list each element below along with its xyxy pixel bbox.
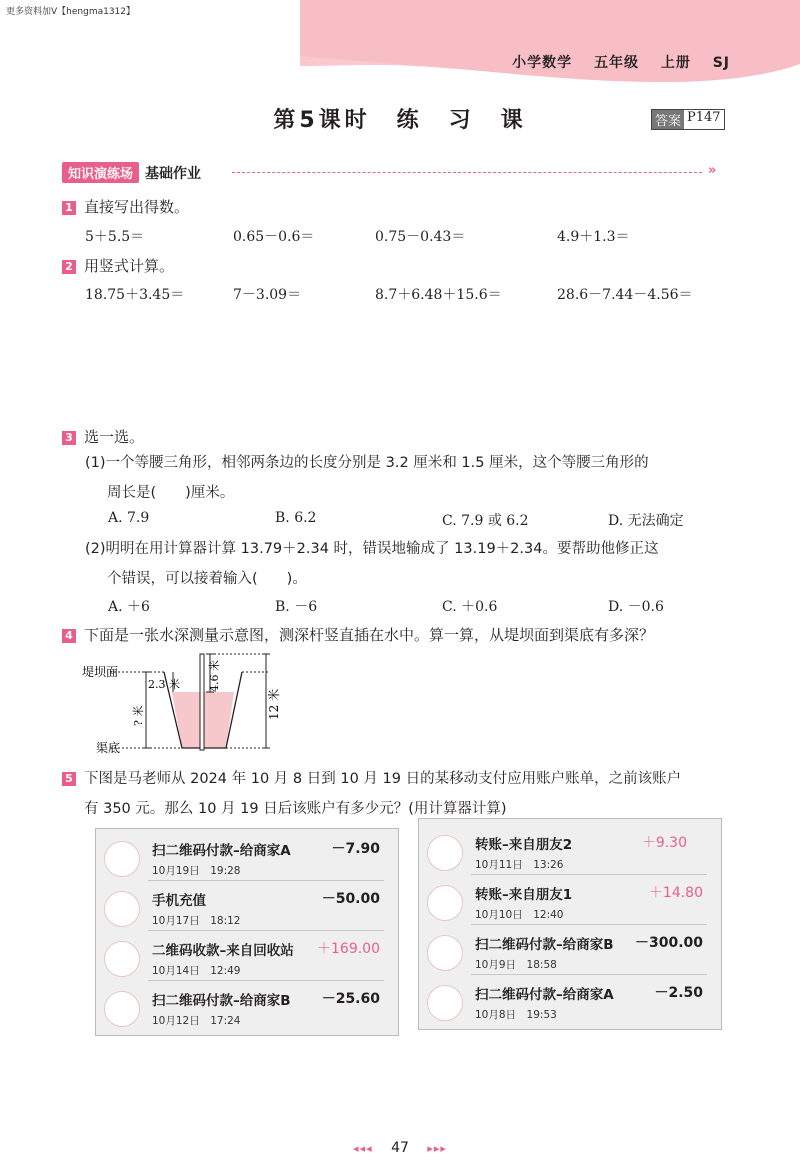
- bill-item-date: 10月14日 12:49: [152, 965, 241, 977]
- question-number: 4: [62, 629, 76, 643]
- q3-part1-options: [0, 510, 800, 530]
- hat-avatar-icon: [427, 885, 463, 921]
- header-band: [0, 0, 800, 90]
- dam-surface-label: 堤坝面: [82, 665, 119, 679]
- unknown-depth-label: ? 米: [132, 705, 145, 726]
- bill-item: [104, 885, 384, 931]
- bill-item-amount: －7.90: [331, 841, 380, 857]
- calc-item: 0.65－0.6＝: [233, 229, 315, 245]
- question-number: 2: [62, 260, 76, 274]
- bill-item-name: 扫二维码付款–给商家B: [152, 993, 291, 1009]
- bill-item-name: 二维码收款–来自回收站: [152, 943, 294, 959]
- calc-item: 0.75－0.43＝: [375, 229, 466, 245]
- option-c: C. 7.9 或 6.2: [442, 513, 529, 529]
- question-number: 1: [62, 201, 76, 215]
- bill-item: [427, 879, 707, 925]
- page-title: 第5课时 练 习 课: [273, 108, 527, 133]
- volume-label: 上册: [660, 55, 691, 71]
- bill-item-date: 10月8日 19:53: [475, 1009, 557, 1021]
- option-a: A. ＋6: [108, 599, 150, 615]
- answer-label: 答案: [652, 110, 684, 129]
- calc-item: 28.6－7.44－4.56＝: [557, 287, 693, 303]
- q2-items: [0, 284, 800, 304]
- measuring-pole: [200, 654, 204, 750]
- bill-item-amount: ＋169.00: [317, 941, 380, 957]
- answer-reference: [651, 109, 725, 130]
- q3-part2-options: [0, 596, 800, 616]
- money-bag-icon: [104, 991, 140, 1027]
- bill-item-name: 手机充值: [152, 893, 206, 909]
- q3-part2: [85, 534, 745, 594]
- right-arrows-icon: ▸▸▸: [427, 1142, 447, 1155]
- option-d: D. 无法确定: [608, 513, 684, 529]
- q5-line2: 有 350 元。那么 10 月 19 日后该账户有多少元？(用计算器计算): [84, 801, 507, 817]
- total-height-label: 12 米: [267, 688, 281, 720]
- watermark: 更多资料加V【hengma1312】: [6, 7, 136, 17]
- calc-item: 8.7＋6.48＋15.6＝: [375, 287, 502, 303]
- question-number: 3: [62, 431, 76, 445]
- bill-item-amount: －300.00: [634, 935, 703, 951]
- question-1: [62, 196, 189, 217]
- bill-item: [104, 985, 384, 1031]
- money-bag-icon: [104, 841, 140, 877]
- answer-page: P147: [687, 110, 721, 125]
- money-bag-icon: [427, 985, 463, 1021]
- calc-item: 4.9＋1.3＝: [557, 229, 630, 245]
- bill-item: [427, 829, 707, 875]
- edition-label: SJ: [712, 55, 730, 71]
- question-number: 5: [62, 772, 76, 786]
- bill-item-date: 10月9日 18:58: [475, 959, 557, 971]
- question-4: [62, 624, 654, 645]
- bill-item: [427, 979, 707, 1025]
- cat-avatar-icon: [427, 835, 463, 871]
- bill-item-amount: ＋14.80: [648, 885, 703, 901]
- bill-item-date: 10月12日 17:24: [152, 1015, 241, 1027]
- question-prompt: 用竖式计算。: [84, 257, 175, 275]
- bill-panel-right: [418, 818, 722, 1030]
- bill-item-amount: －2.50: [654, 985, 703, 1001]
- bill-item-amount: －25.60: [321, 991, 380, 1007]
- question-2: [62, 255, 174, 276]
- question-prompt: 下面是一张水深测量示意图，测深杆竖直插在水中。算一算，从堤坝面到渠底有多深？: [84, 626, 655, 644]
- bill-item-name: 扫二维码付款–给商家A: [152, 843, 291, 859]
- question-3: [62, 426, 144, 447]
- bill-item: [104, 835, 384, 881]
- bill-item-date: 10月17日 18:12: [152, 915, 241, 927]
- q5-line1: 下图是马老师从 2024 年 10 月 8 日到 10 月 19 日的某移动支付应用账户账单，之前该账户: [84, 771, 682, 787]
- header-meta: [496, 52, 730, 72]
- section-divider: [232, 172, 702, 173]
- option-d: D. －0.6: [608, 599, 664, 615]
- page-number: 47: [391, 1140, 409, 1156]
- money-bag-icon: [427, 935, 463, 971]
- bill-item-name: 扫二维码付款–给商家A: [475, 987, 614, 1003]
- bill-item: [104, 935, 384, 981]
- subject-label: 小学数学: [512, 55, 573, 71]
- bill-item-date: 10月10日 12:40: [475, 909, 564, 921]
- q3-part2-line1: (2)明明在用计算器计算 13.79＋2.34 时，错误地输成了 13.19＋2.34。要帮助他修正这: [85, 541, 659, 557]
- section-header: [62, 162, 201, 183]
- grade-label: 五年级: [593, 55, 639, 71]
- option-c: C. ＋0.6: [442, 599, 498, 615]
- q3-part1: [85, 448, 745, 508]
- bill-item-name: 扫二维码付款–给商家B: [475, 937, 614, 953]
- q3-part2-line2: 个错误，可以接着输入( )。: [107, 571, 307, 587]
- bill-item-date: 10月19日 19:28: [152, 865, 241, 877]
- above-water-label: 2.3 米: [148, 678, 180, 691]
- channel-bottom-label: 渠底: [96, 741, 121, 755]
- bill-item-amount: ＋9.30: [641, 835, 687, 851]
- option-b: B. －6: [275, 599, 318, 615]
- q3-part1-line1: (1)一个等腰三角形，相邻两条边的长度分别是 3.2 厘米和 1.5 厘米，这个等腰三角形的: [85, 455, 649, 471]
- double-chevron-icon: »: [708, 163, 717, 178]
- question-prompt: 选一选。: [84, 428, 145, 446]
- left-arrows-icon: ◂◂◂: [353, 1142, 373, 1155]
- money-bag-icon: [104, 941, 140, 977]
- pole-length-label: 4.6 米: [208, 660, 221, 692]
- section-subtitle: 基础作业: [145, 165, 202, 182]
- bill-item-name: 转账–来自朋友1: [475, 887, 573, 903]
- page-footer: [0, 1140, 800, 1156]
- section-tag: 知识演练场: [62, 162, 139, 183]
- calc-item: 5＋5.5＝: [85, 229, 145, 245]
- bill-item-date: 10月11日 13:26: [475, 859, 564, 871]
- water-depth-diagram: [80, 648, 310, 760]
- bill-panel-left: [95, 828, 399, 1036]
- option-b: B. 6.2: [275, 510, 317, 526]
- q3-part1-line2: 周长是( )厘米。: [107, 485, 235, 501]
- bill-item-amount: －50.00: [321, 891, 380, 907]
- question-5: [62, 764, 752, 824]
- option-a: A. 7.9: [108, 510, 150, 526]
- calc-item: 18.75＋3.45＝: [85, 287, 185, 303]
- question-prompt: 直接写出得数。: [84, 198, 190, 216]
- bill-item-name: 转账–来自朋友2: [475, 837, 573, 853]
- bill-item: [427, 929, 707, 975]
- calc-item: 7－3.09＝: [233, 287, 302, 303]
- phone-recharge-icon: [104, 891, 140, 927]
- q1-items: [0, 226, 800, 246]
